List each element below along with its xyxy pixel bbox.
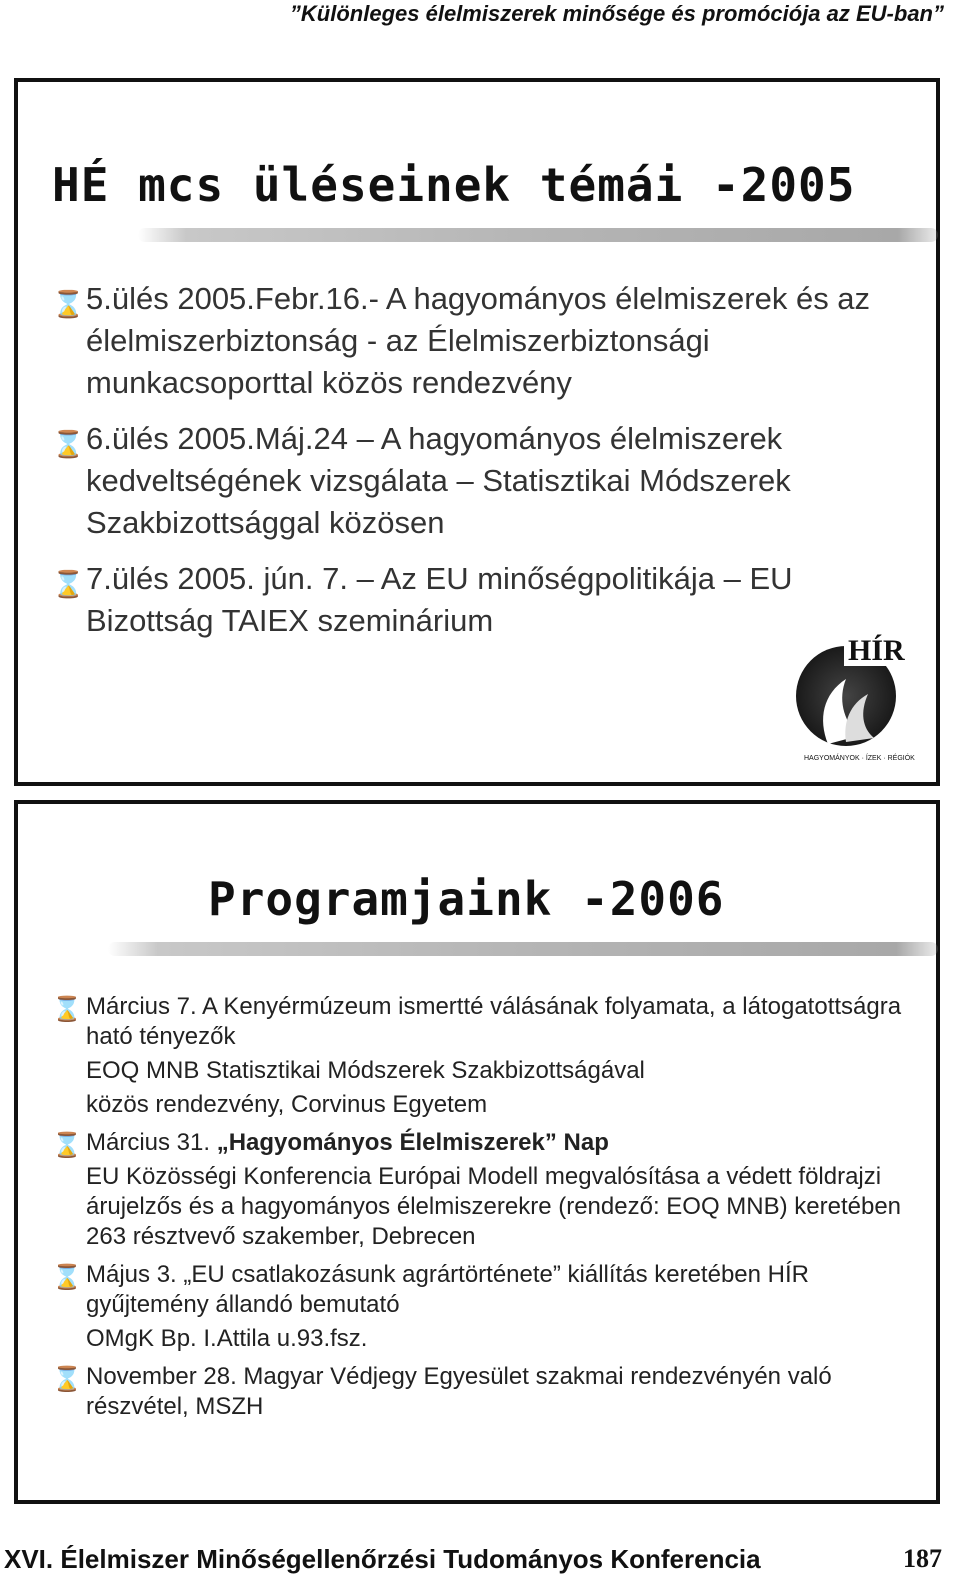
list-item-date: Március 31. (86, 1129, 217, 1156)
slide-2006-programs (14, 800, 940, 1504)
slide-title: Programjaink -2006 (208, 872, 725, 926)
conference-footer: XVI. Élelmiszer Minőségellenőrzési Tudományos Konferencia (4, 1544, 761, 1574)
topic-list (52, 278, 916, 656)
slide-title: HÉ mcs üléseinek témái -2005 (52, 158, 856, 212)
list-item-subtext: OMgK Bp. I.Attila u.93.fsz. (86, 1325, 368, 1352)
list-item (52, 418, 916, 544)
hourglass-bullet-icon: ⌛ (52, 995, 82, 1023)
title-underline (108, 942, 938, 956)
list-item-text: Március 7. A Kenyérmúzeum ismertté válásának folyamata, a látogatottságra ható tényezők (86, 993, 902, 1050)
hir-logo-icon (788, 624, 918, 764)
program-list (52, 992, 916, 1430)
list-item-heading (86, 1128, 916, 1158)
svg-text:HAGYOMÁNYOK · ÍZEK · RÉGIÓK: HAGYOMÁNYOK · ÍZEK · RÉGIÓK (804, 755, 915, 762)
list-item-subtext: EU Közösségi Konferencia Európai Modell megvalósítása a védett földrajzi árujelzős és a hagyományos élelmiszerekre (rendező: EOQ MNB) keretében 263 résztvevő szakember, Debrecen (86, 1163, 902, 1250)
hourglass-bullet-icon: ⌛ (52, 430, 85, 460)
list-item (52, 278, 916, 404)
hourglass-bullet-icon: ⌛ (52, 1365, 82, 1393)
hourglass-bullet-icon: ⌛ (52, 1131, 82, 1159)
svg-text:HÍR: HÍR (848, 634, 905, 667)
list-item-text: 5.ülés 2005.Febr.16.- A hagyományos élelmiszerek és az élelmiszerbiztonság - az Élelmiszerbiztonsági munkacsoporttal közös rendezvény (86, 281, 871, 400)
hourglass-bullet-icon: ⌛ (52, 570, 85, 600)
title-underline (138, 228, 938, 242)
list-item (52, 992, 916, 1120)
list-item-text: November 28. Magyar Védjegy Egyesület szakmai rendezvényén való részvétel, MSZH (86, 1363, 832, 1420)
slide-2005-topics (14, 78, 940, 786)
hourglass-bullet-icon: ⌛ (52, 1263, 82, 1291)
list-item-text: 7.ülés 2005. jún. 7. – Az EU minőségpolitikája – EU Bizottság TAIEX szeminárium (86, 561, 793, 638)
list-item-text: Május 3. „EU csatlakozásunk agrártörténete” kiállítás keretében HÍR gyűjtemény állandó bemutató (86, 1261, 809, 1318)
event-title: „Hagyományos Élelmiszerek” Nap (216, 1129, 609, 1156)
page-number: 187 (903, 1544, 942, 1573)
hourglass-bullet-icon: ⌛ (52, 290, 85, 320)
list-item (52, 558, 916, 642)
list-item-subtext: közös rendezvény, Corvinus Egyetem (86, 1091, 488, 1118)
list-item-subtext: EOQ MNB Statisztikai Módszerek Szakbizottságával (86, 1057, 645, 1084)
list-item-text: 6.ülés 2005.Máj.24 – A hagyományos élelmiszerek kedveltségének vizsgálata – Statisztikai Módszerek Szakbizottsággal közösen (86, 421, 791, 540)
list-item (52, 1260, 916, 1354)
running-header: ”Különleges élelmiszerek minősége és promóciója az EU-ban” (289, 1, 944, 26)
list-item (52, 1362, 916, 1422)
list-item (52, 1128, 916, 1252)
